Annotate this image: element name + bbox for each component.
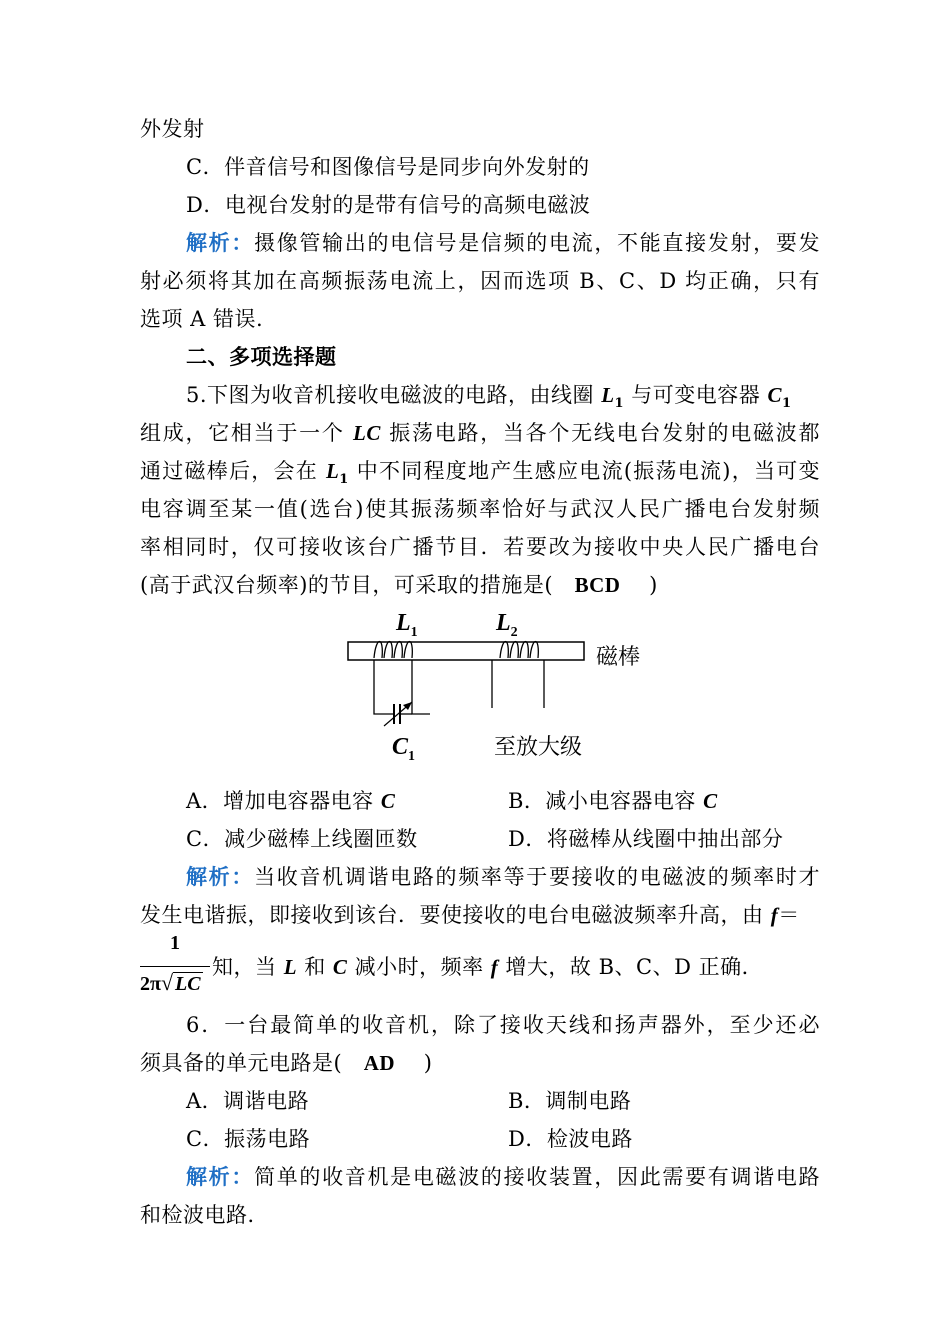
option-a: A．增加电容器电容 C xyxy=(186,789,396,813)
analysis-label: 解析： xyxy=(186,230,255,255)
question-5-line: 率相同时，仅可接收该台广播节目．若要改为接收中央人民广播电台 xyxy=(140,535,820,559)
analysis-line: 发生电谐振，即接收到该台．要使接收的电台电磁波频率升高，由 f＝ xyxy=(140,903,800,927)
option-a: A．调谐电路 xyxy=(186,1089,310,1113)
option-c: C．伴音信号和图像信号是同步向外发射的 xyxy=(186,155,590,179)
question-5-line: 5.下图为收音机接收电磁波的电路，由线圈 $L_1$ 与可变电容器 $C_1$ xyxy=(186,383,792,412)
section-title: 二、多项选择题 xyxy=(186,344,337,369)
answer: AD xyxy=(363,1051,396,1075)
option-d: D．将磁棒从线圈中抽出部分 xyxy=(508,827,784,851)
option-c: C．减少磁棒上线圈匝数 xyxy=(186,827,418,851)
option-d: D．检波电路 xyxy=(508,1127,633,1151)
analysis-label: 解析： xyxy=(186,1164,255,1189)
circuit-diagram xyxy=(340,608,670,768)
answer: BCD xyxy=(574,573,621,597)
label-c1: $C_1$ xyxy=(392,734,416,764)
analysis-line: 选项 A 错误. xyxy=(140,307,264,331)
analysis-line: 解析：当收音机调谐电路的频率等于要接收的电磁波的频率时才 xyxy=(186,864,821,889)
analysis-line: 和检波电路． xyxy=(140,1203,269,1227)
question-5-line: 组成，它相当于一个 LC 振荡电路，当各个无线电台发射的电磁波都 xyxy=(140,421,820,445)
label-rod: 磁棒 xyxy=(596,644,641,669)
analysis-label: 解析： xyxy=(186,864,255,889)
analysis-line: 解析：简单的收音机是电磁波的接收装置，因此需要有调谐电路 xyxy=(186,1164,821,1189)
wire xyxy=(412,660,430,714)
analysis-line: 知，当 L 和 C 减小时，频率 f 增大，故 B、C、D 正确． xyxy=(212,955,764,979)
option-b: B．减小电容器电容 C xyxy=(508,789,718,813)
fraction-bar xyxy=(140,966,210,967)
fraction-numerator: 1 xyxy=(170,932,180,954)
fraction-denominator: 2π√ LC xyxy=(140,970,201,995)
wire xyxy=(374,660,394,714)
option-d: D．电视台发射的是带有信号的高频电磁波 xyxy=(186,193,591,217)
coil-l1 xyxy=(374,642,412,659)
magnetic-rod xyxy=(348,642,584,660)
analysis-line: 射必须将其加在高频振荡电流上，因而选项 B、C、D 均正确，只有 xyxy=(140,269,820,293)
label-output: 至放大级 xyxy=(494,734,583,759)
label-l1: $L_1$ xyxy=(396,610,418,640)
question-6-line: 6．一台最简单的收音机，除了接收天线和扬声器外，至少还必 xyxy=(186,1013,820,1037)
analysis-line: 解析：摄像管输出的电信号是信频的电流，不能直接发射，要发 xyxy=(186,230,821,255)
label-l2: $L_2$ xyxy=(496,610,518,640)
text-line: 外发射 xyxy=(140,117,205,141)
option-c: C．振荡电路 xyxy=(186,1127,311,1151)
coil-l2 xyxy=(500,642,538,659)
question-5-line: 电容调至某一值(选台)使其振荡频率恰好与武汉人民广播电台发射频 xyxy=(140,497,820,521)
option-b: B．调制电路 xyxy=(508,1089,632,1113)
question-5-line: 通过磁棒后，会在 $L_1$ 中不同程度地产生感应电流(振荡电流)，当可变 xyxy=(140,459,820,488)
question-5-line: (高于武汉台频率)的节目，可采取的措施是( BCD ) xyxy=(140,573,658,597)
formula-fraction xyxy=(140,932,220,1008)
question-6-line: 须具备的单元电路是( AD ) xyxy=(140,1051,433,1075)
